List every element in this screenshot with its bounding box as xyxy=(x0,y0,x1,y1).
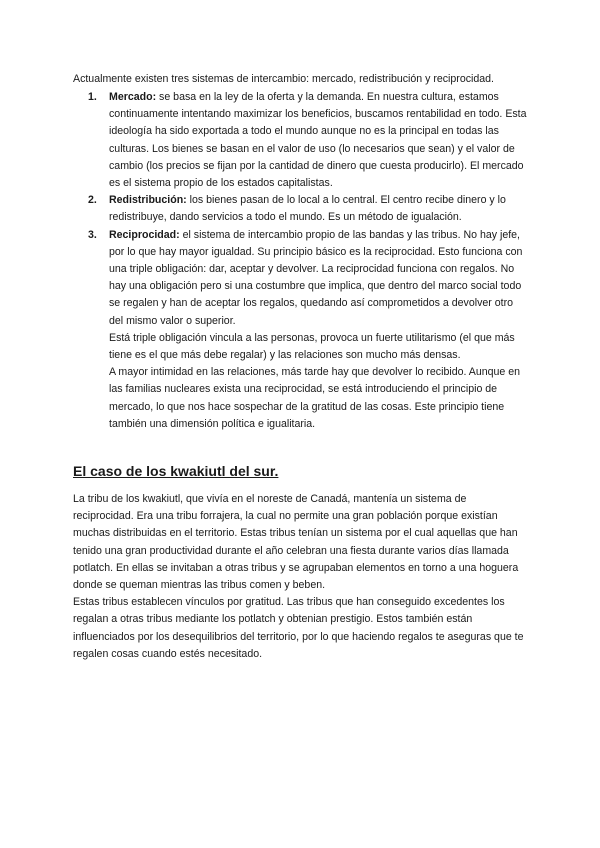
list-item-term: Mercado: xyxy=(109,91,157,103)
body-paragraph: La tribu de los kwakiutl, que vivía en el noreste de Canadá, mantenía un sistema de reciprocidad. Era una tribu forrajera, la cual no permite una gran población porque existían muchas distribuidas en el territorio. Estas tribus tenían un sistema por el cual aquellas que han tenido una gran productividad durante el año celebran una fiesta durante varios días llamada potlatch. En ellas se invitaban a otras tribus y se agrupaban elementos en torno a una hoguera donde se queman mientras las tribus comen y beben. xyxy=(73,493,519,592)
list-item-number: 3. xyxy=(88,228,97,241)
list-item-reciprocidad xyxy=(88,227,528,433)
intro-paragraph: Actualmente existen tres sistemas de intercambio: mercado, redistribución y reciprocidad. xyxy=(73,73,494,85)
section-heading: El caso de los kwakiutl del sur. xyxy=(73,463,279,479)
list-item-paragraph: A mayor intimidad en las relaciones, más tarde hay que devolver lo recibido. Aunque en las familias nucleares exista una reciprocidad, se está introduciendo el principio de mercado, lo que nos hace sospechar de la gratitud de las cosas. Este principio tiene también una dimensión política e igualitaria. xyxy=(109,366,521,430)
list-item-text: los bienes pasan de lo local a lo central. El centro recibe dinero y lo redistribuye, dando servicios a todo el mundo. Es un método de igualación. xyxy=(109,194,506,224)
list-item-number: 1. xyxy=(88,91,97,103)
list-item-term: Reciprocidad: xyxy=(109,228,180,241)
list-item-redistribucion xyxy=(88,192,528,226)
body-paragraph: Estas tribus establecen vínculos por gratitud. Las tribus que han conseguido excedentes los regalan a otras tribus mediante los potlatch y obtenian prestigio. Estos también están influenciados por los desequilibrios del territorio, por lo que haciendo regalos te aseguras que te regalen cosas cuando estés necesitado. xyxy=(73,596,524,660)
exchange-systems-list xyxy=(88,89,528,433)
list-item-text: el sistema de intercambio propio de las bandas y las tribus. No hay jefe, por lo que hay mayor igualdad. Su principio básico es la reciprocidad. Esto funciona con una triple obligación: dar, aceptar y devolver. La reciprocidad funciona con regalos. No hay una obligación pero si una costumbre que implica, que dentro del marco social todo se regalen y han de aceptar los regalos, quedando así comprometidos a devolver otro del mismo valor o superior. xyxy=(109,228,523,327)
list-item-term: Redistribución: xyxy=(109,194,187,207)
list-item-paragraph xyxy=(109,192,528,226)
section-body xyxy=(73,491,525,663)
list-item-paragraph: Está triple obligación vincula a las personas, provoca un fuerte utilitarismo (el que más tiene es el que más debe regalar) y las relaciones son mucho más densas. xyxy=(109,331,515,362)
list-item-mercado xyxy=(88,89,528,192)
list-item-text: se basa en la ley de la oferta y la demanda. En nuestra cultura, estamos continuamente intentando maximizar los beneficios, buscamos rentabilidad en todo. Esta ideología ha sido exportada a todo el mundo aunque no es la principal en todas las culturas. Los bienes se basan en el valor de uso (lo necesarios que sean) y el valor de cambio (los precios se fijan por la cantidad de dinero que cuesta producirlo). El mercado es el sistema propio de los estados capitalistas. xyxy=(109,91,527,190)
list-item-number: 2. xyxy=(88,194,97,207)
list-item-paragraph xyxy=(109,89,528,192)
list-item-paragraph xyxy=(109,227,528,330)
